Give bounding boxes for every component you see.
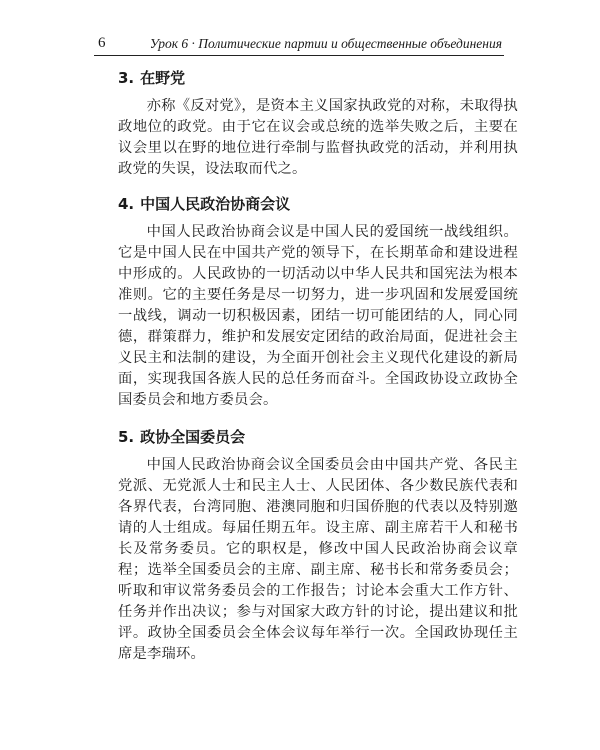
- section-heading: 政协全国委员会: [140, 428, 246, 446]
- section-paragraph: 亦称《反对党》，是资本主义国家执政党的对称，未取得执政地位的政党。由于它在议会或总统的选举失败之后，主要在议会里以在野的地位进行牵制与监督执政党的活动，并利用执政党的失误，设法取而代之。: [118, 98, 518, 177]
- page-content: [118, 60, 518, 665]
- running-head: Урок 6 · Политические партии и общественные объединения: [149, 36, 502, 51]
- section-number: 3.: [118, 69, 135, 87]
- section-number: 4.: [118, 195, 135, 213]
- section-paragraph: 中国人民政治协商会议全国委员会由中国共产党、各民主党派、无党派人士和民主人士、人民团体、各少数民族代表和各界代表，台湾同胞、港澳同胞和归国侨胞的代表以及特别邀请的人士组成。每届任期五年。设主席、副主席若干人和秘书长及常务委员。它的职权是，修改中国人民政治协商会议章程；选举全国委员会的主席、副主席、秘书长和常务委员会；听取和审议常务委员会的工作报告；讨论本会重大工作方针、任务并作出决议；参与对国家大政方针的讨论，提出建议和批评。政协全国委员会全体会议每年举行一次。全国政协现任主席是李瑞环。: [118, 457, 518, 662]
- section-opposition-party: [118, 68, 518, 180]
- section-title: [118, 68, 518, 88]
- section-title: [118, 194, 518, 214]
- section-heading: 在野党: [140, 69, 186, 87]
- section-cppcc-national-committee: [118, 427, 518, 665]
- section-paragraph: 中国人民政治协商会议是中国人民的爱国统一战线组织。它是中国人民在中国共产党的领导下，在长期革命和建设进程中形成的。人民政协的一切活动以中华人民共和国宪法为根本准则。它的主要任务是尽一切努力，进一步巩固和发展爱国统一战线，调动一切积极因素，团结一切可能团结的人，同心同德，群策群力，维护和发展安定团结的政治局面，促进社会主义民主和法制的建设，为全面开创社会主义现代化建设的新局面，实现我国各族人民的总任务而奋斗。全国政协设立政协全国委员会和地方委员会。: [118, 224, 518, 408]
- section-cppcc: [118, 194, 518, 411]
- section-number: 5.: [118, 428, 135, 446]
- section-heading: 中国人民政治协商会议: [140, 195, 291, 213]
- section-title: [118, 427, 518, 447]
- page-number: 6: [98, 35, 106, 51]
- page-header: [94, 34, 504, 56]
